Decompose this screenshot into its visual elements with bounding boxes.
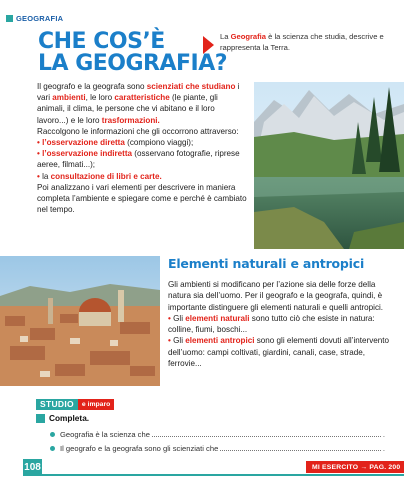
- bullet-icon: •: [168, 313, 174, 323]
- lake-landscape-photo: [254, 82, 404, 249]
- highlighted-term: trasformazioni.: [101, 115, 160, 125]
- tag-square-icon: [6, 15, 13, 22]
- definition-box: [220, 32, 392, 53]
- section-tag: [6, 13, 63, 23]
- text-run: Il geografo e la geografa sono: [37, 82, 147, 91]
- highlighted-term: l’osservazione indiretta: [42, 149, 133, 159]
- highlighted-term: caratteristiche: [114, 93, 170, 103]
- blank-answer-line[interactable]: [152, 435, 381, 437]
- elements-list: [168, 313, 396, 369]
- text-run: (compiono viaggi);: [124, 138, 194, 148]
- title-line-1: CHE COS’È: [38, 29, 165, 54]
- text-run: (osservano fotografie, riprese aeree, filmati...);: [37, 149, 240, 170]
- definition-term: Geografia: [230, 32, 267, 41]
- source-item: [37, 137, 247, 148]
- highlighted-term: ambienti: [52, 93, 86, 103]
- section-tag-label: GEOGRAFIA: [16, 13, 64, 23]
- text-run: Gli: [173, 313, 186, 323]
- highlighted-term: elementi naturali: [185, 313, 250, 323]
- highlighted-term: elementi antropici: [185, 336, 255, 346]
- element-item: [168, 335, 396, 369]
- sources-list: [37, 137, 247, 182]
- instruction-text: Completa.: [49, 413, 90, 423]
- intro-paragraph: [37, 81, 247, 126]
- text-run: i vari: [37, 82, 240, 103]
- fill-in-line[interactable]: Geografia è la scienza che .: [50, 430, 385, 439]
- section-paragraph: Gli ambienti si modificano per l’azione sia delle forze della natura sia dell’uomo. Per il geografo e la geografa, quindi, è importante distinguere gli elementi naturali e quelli antropici.: [168, 280, 384, 312]
- element-item: [168, 313, 396, 336]
- sources-intro: Raccolgono le informazioni che gli occorrono attraverso:: [37, 126, 239, 136]
- title-line-2: LA GEOGRAFIA?: [38, 51, 228, 76]
- highlighted-term: scienziati che studiano: [146, 82, 236, 91]
- text-run: sono tutto ciò che esiste in natura: colline, fiumi, boschi...: [168, 313, 375, 335]
- fill-in-prompt: Il geografo e la geografa sono gli scienziati che: [60, 444, 219, 453]
- florence-city-photo: [0, 256, 160, 386]
- arrow-right-icon: [203, 36, 214, 54]
- bullet-icon: •: [168, 336, 174, 346]
- text-run: (le piante, gli animali, il clima, le persone che vi abitano e il loro lavoro...) e le loro: [37, 93, 218, 125]
- text-run: Gli: [173, 336, 186, 346]
- section-body: [168, 279, 396, 369]
- bullet-icon: •: [37, 149, 43, 159]
- fill-in-line[interactable]: Il geografo e la geografa sono gli scienziati che .: [50, 444, 385, 453]
- instruction-square-icon: [36, 414, 45, 423]
- footer-rule: [42, 474, 404, 476]
- intro-text: [37, 81, 247, 215]
- outro-paragraph: Poi analizzano i vari elementi per descrivere in maniera completa l’ambiente e spiegare come e perché è cambiato nel tempo.: [37, 182, 247, 215]
- highlighted-term: l’osservazione diretta: [42, 138, 125, 148]
- studio-label: STUDIO: [36, 399, 78, 410]
- page-number: 108: [23, 459, 42, 476]
- source-item: [37, 148, 247, 170]
- studio-sublabel: e imparo: [78, 399, 114, 410]
- exercise-instruction: [36, 413, 89, 423]
- definition-pre: La: [220, 32, 231, 41]
- bullet-icon: •: [37, 171, 43, 181]
- bullet-dot-icon: [50, 446, 55, 451]
- blank-answer-line[interactable]: [220, 449, 381, 451]
- source-item: [37, 171, 247, 182]
- exercise-reference[interactable]: MI ESERCITO → PAG. 200: [306, 461, 404, 473]
- text-run: la: [42, 171, 51, 181]
- bullet-icon: •: [37, 138, 43, 148]
- text-run: sono gli elementi dovuti all’intervento dell’uomo: campi coltivati, giardini, canali, case, strade, ferrovie...: [168, 336, 390, 369]
- page-title: [38, 29, 228, 76]
- bullet-dot-icon: [50, 432, 55, 437]
- highlighted-term: consultazione di libri e carte.: [50, 171, 162, 181]
- text-run: , le loro: [85, 93, 115, 103]
- definition-post: è la scienza che studia, descrive e rappresenta la Terra.: [220, 32, 384, 52]
- section-heading: Elementi naturali e antropici: [168, 256, 365, 271]
- studio-badge: [36, 399, 114, 410]
- fill-in-prompt: Geografia è la scienza che: [60, 430, 150, 439]
